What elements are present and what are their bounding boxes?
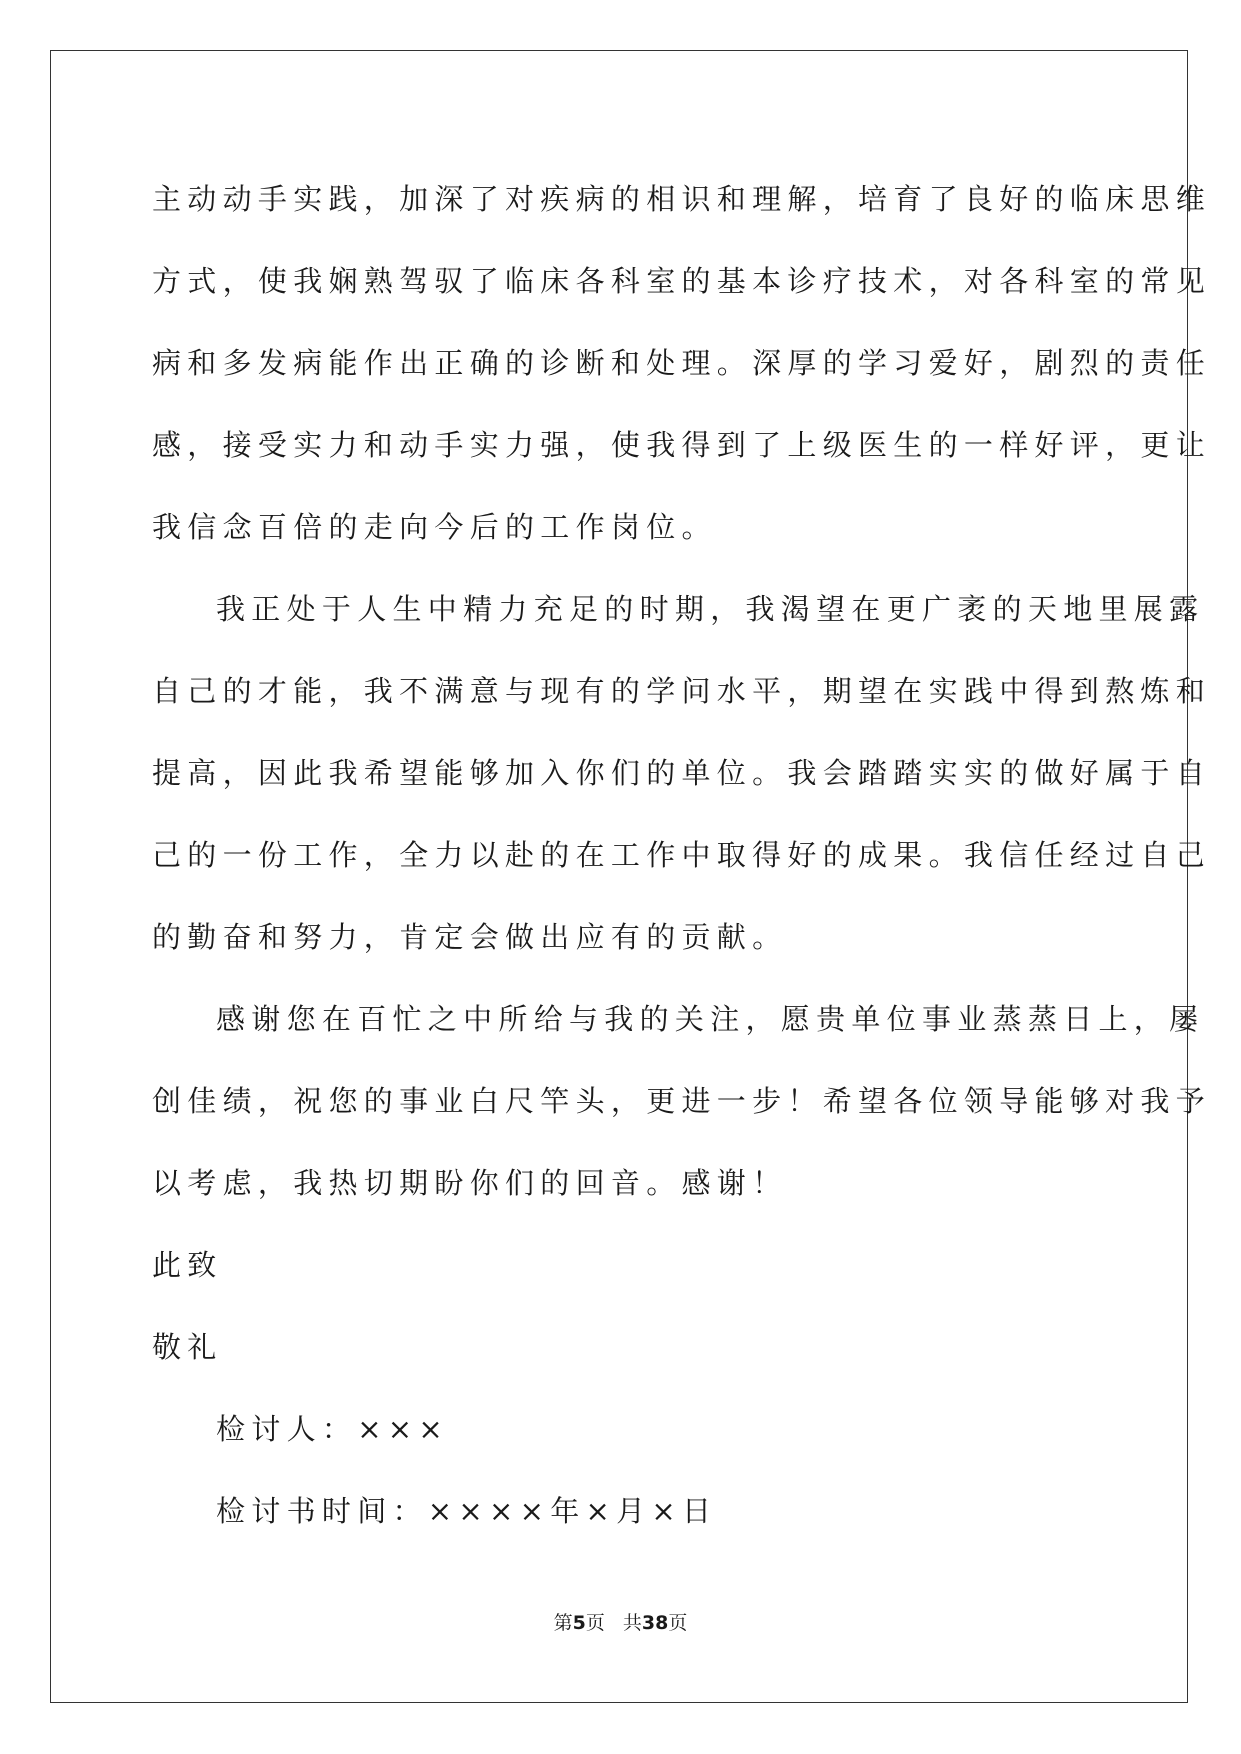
text-line: 己的一份工作，全力以赴的在工作中取得好的成果。我信任经过自己	[152, 838, 1212, 872]
text-line: 的勤奋和努力，肯定会做出应有的贡献。	[152, 920, 788, 954]
paragraph	[152, 978, 1212, 1224]
paragraph	[152, 568, 1212, 978]
page-suffix: 页	[585, 1612, 605, 1634]
text-line: 感，接受实力和动手实力强，使我得到了上级医生的一样好评，更让	[152, 428, 1212, 462]
document-body	[152, 158, 1212, 1552]
total-pages: 38	[641, 1612, 669, 1634]
text-line: 自己的才能，我不满意与现有的学问水平，期望在实践中得到熬炼和	[152, 674, 1212, 708]
text-line: 我正处于人生中精力充足的时期，我渴望在更广袤的天地里展露	[216, 592, 1205, 626]
text-line: 病和多发病能作出正确的诊断和处理。深厚的学习爱好，剧烈的责任	[152, 346, 1212, 380]
page-number: 5	[572, 1612, 586, 1634]
text-line: 创佳绩，祝您的事业白尺竿头，更进一步！希望各位领导能够对我予	[152, 1084, 1212, 1118]
text-line: 方式，使我娴熟驾驭了临床各科室的基本诊疗技术，对各科室的常见	[152, 264, 1212, 298]
text-line: 敬礼	[152, 1330, 223, 1364]
page-footer	[0, 1608, 1241, 1635]
text-line: 以考虑，我热切期盼你们的回音。感谢！	[152, 1166, 788, 1200]
total-suffix: 页	[668, 1612, 688, 1634]
text-line: 检讨书时间：××××年×月×日	[216, 1494, 718, 1528]
signature-date	[152, 1470, 1082, 1552]
text-line: 主动动手实践，加深了对疾病的相识和理解，培育了良好的临床思维	[152, 182, 1212, 216]
text-line: 感谢您在百忙之中所给与我的关注，愿贵单位事业蒸蒸日上，屡	[216, 1002, 1205, 1036]
text-line: 此致	[152, 1248, 223, 1282]
page-prefix: 第	[553, 1612, 573, 1634]
signature-author	[152, 1388, 1082, 1470]
closing-regards	[152, 1306, 1082, 1388]
text-line: 提高，因此我希望能够加入你们的单位。我会踏踏实实的做好属于自	[152, 756, 1212, 790]
text-line: 检讨人：×××	[216, 1412, 449, 1446]
text-line: 我信念百倍的走向今后的工作岗位。	[152, 510, 717, 544]
total-prefix: 共	[622, 1612, 642, 1634]
paragraph	[152, 158, 1212, 568]
closing-salutation	[152, 1224, 1082, 1306]
